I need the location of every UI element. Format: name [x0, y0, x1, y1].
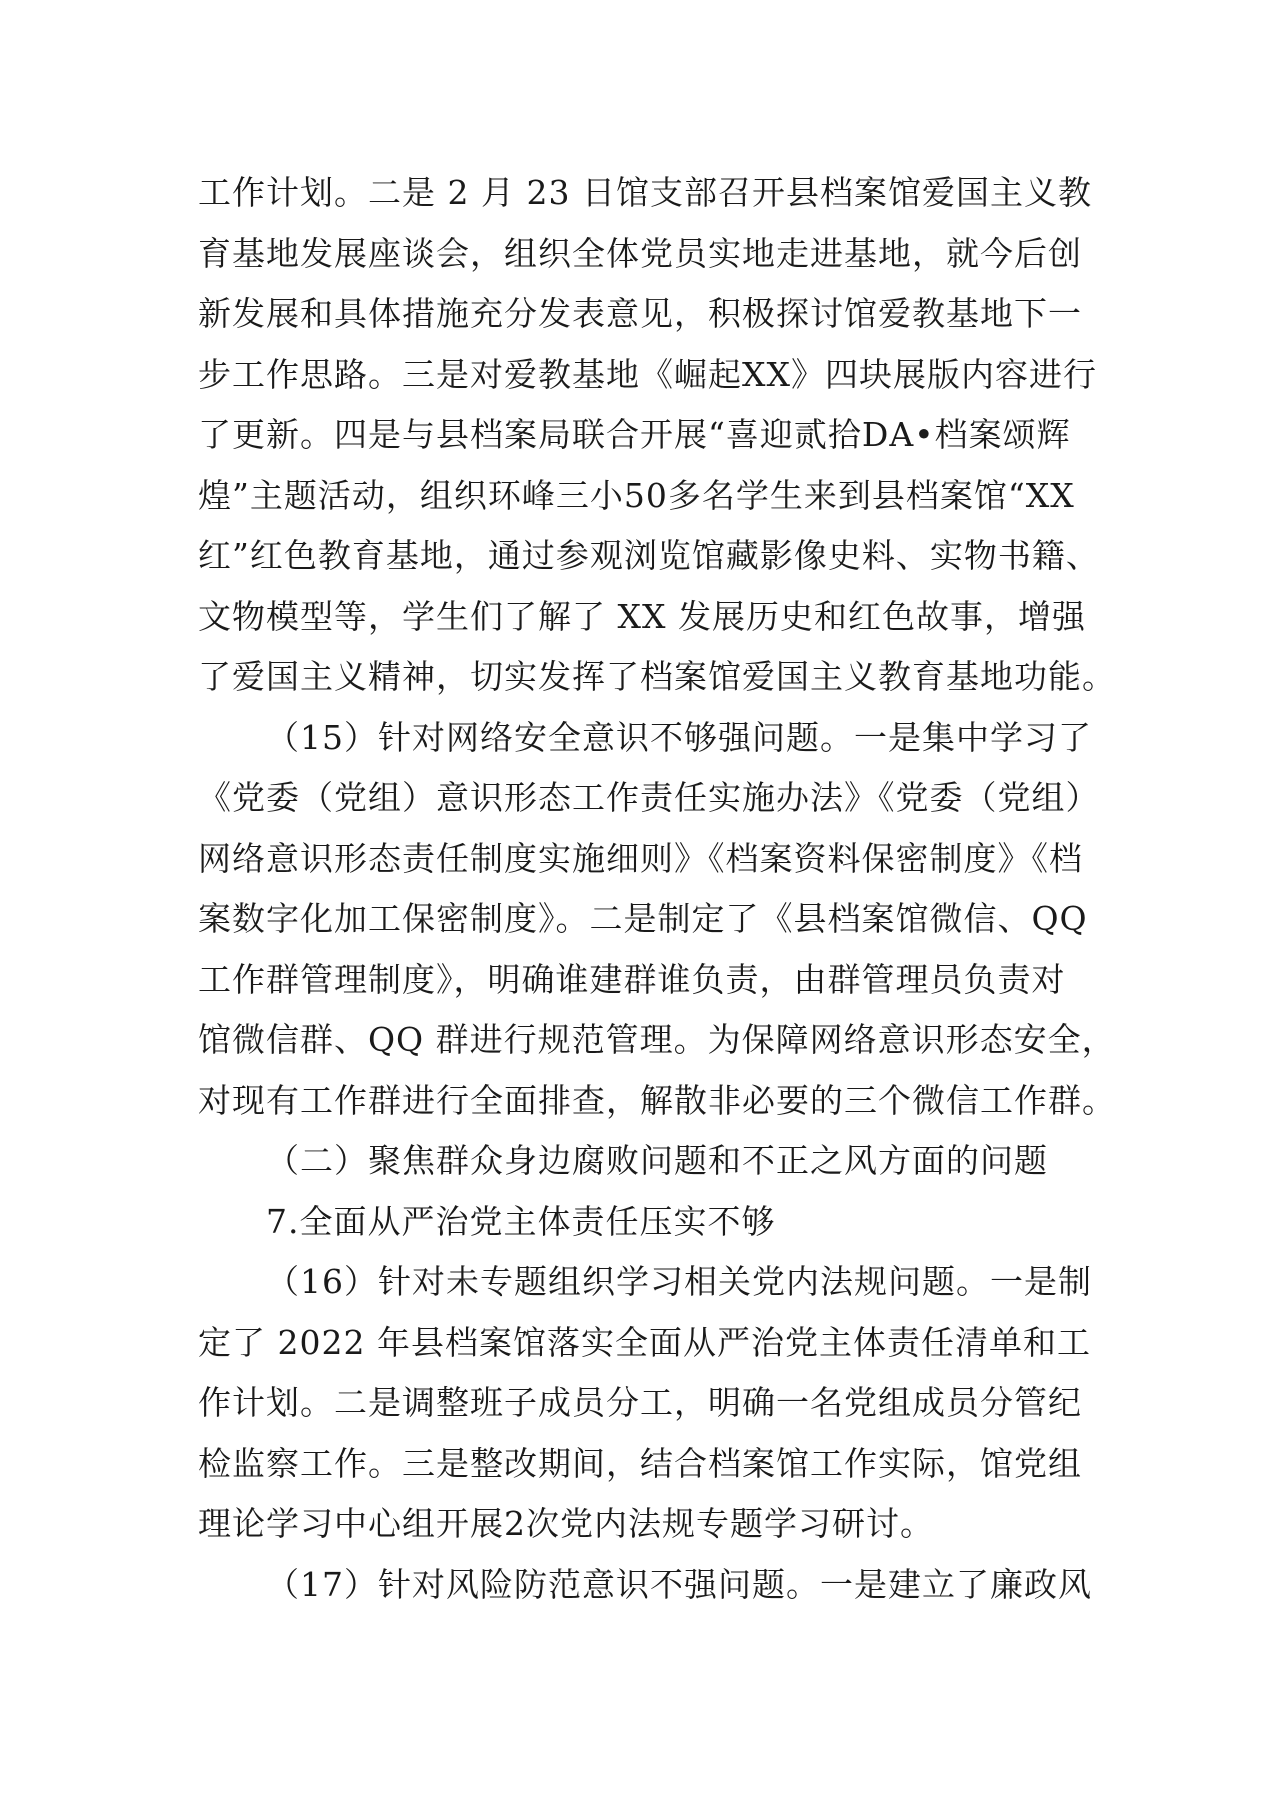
text-line: 煌”主题活动，组织环峰三小50多名学生来到县档案馆“XX — [198, 475, 1075, 515]
text-line: 工作计划。二是 2 月 23 日馆支部召开县档案馆爱国主义教 — [198, 173, 1092, 212]
text-line: 检监察工作。三是整改期间，结合档案馆工作实际，馆党组 — [198, 1443, 1082, 1483]
text-line: 红”红色教育基地，通过参观浏览馆藏影像史料、实物书籍、 — [198, 536, 1100, 575]
text-line: 网络意识形态责任制度实施细则》《档案资料保密制度》《档 — [198, 838, 1083, 878]
text-line: 理论学习中心组开展2次党内法规专题学习研讨。 — [198, 1504, 934, 1543]
text-line: （15）针对网络安全意识不够强问题。一是集中学习了 — [266, 717, 1092, 757]
text-line: （16）针对未专题组织学习相关党内法规问题。一是制 — [266, 1262, 1092, 1301]
text-line: 作计划。二是调整班子成员分工，明确一名党组成员分管纪 — [198, 1383, 1082, 1422]
text-line: 7.全面从严治党主体责任压实不够 — [266, 1201, 776, 1241]
text-line: 了爱国主义精神，切实发挥了档案馆爱国主义教育基地功能。 — [198, 657, 1116, 696]
text-line: 新发展和具体措施充分发表意见，积极探讨馆爱教基地下一 — [198, 294, 1082, 333]
text-line: 工作群管理制度》，明确谁建群谁负责，由群管理员负责对 — [198, 959, 1066, 999]
text-line: 案数字化加工保密制度》。二是制定了《县档案馆微信、QQ — [198, 899, 1088, 938]
text-line: 步工作思路。三是对爱教基地《崛起XX》四块展版内容进行 — [198, 354, 1097, 394]
text-line: 《党委（党组）意识形态工作责任实施办法》《党委（党组） — [198, 778, 1100, 817]
text-line: 对现有工作群进行全面排查，解散非必要的三个微信工作群。 — [198, 1080, 1116, 1120]
text-line: （二）聚焦群众身边腐败问题和不正之风方面的问题 — [266, 1141, 1048, 1180]
text-line: 育基地发展座谈会，组织全体党员实地走进基地，就今后创 — [198, 233, 1082, 273]
text-line: （17）针对风险防范意识不强问题。一是建立了廉政风 — [266, 1564, 1092, 1604]
text-line: 馆微信群、QQ 群进行规范管理。为保障网络意识形态安全， — [198, 1020, 1116, 1059]
text-line: 定了 2022 年县档案馆落实全面从严治党主体责任清单和工 — [198, 1322, 1091, 1362]
document-body — [198, 163, 1116, 1615]
text-line: 文物模型等，学生们了解了 XX 发展历史和红色故事，增强 — [198, 596, 1086, 636]
text-line: 了更新。四是与县档案局联合开展“喜迎贰拾DA•档案颂辉 — [198, 415, 1071, 454]
